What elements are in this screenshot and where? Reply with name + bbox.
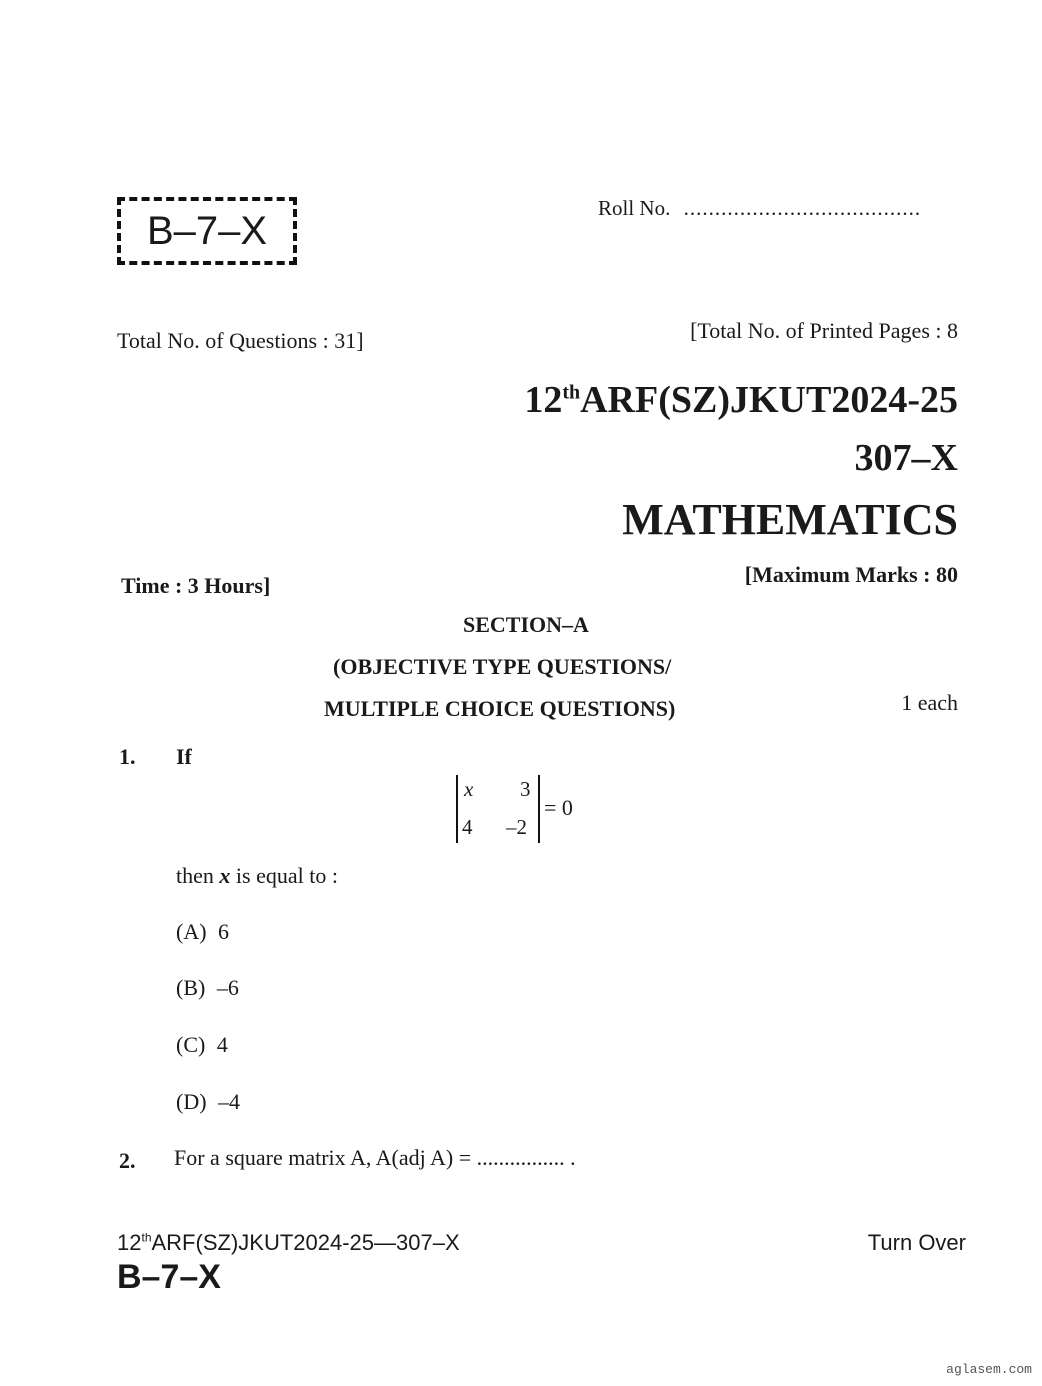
exam-code-rest: ARF(SZ)JKUT2024-25 <box>580 379 958 421</box>
option-a-label: (A) <box>176 919 207 944</box>
determinant <box>456 775 540 843</box>
section-subtitle-line2: MULTIPLE CHOICE QUESTIONS) <box>324 696 676 721</box>
option-c-label: (C) <box>176 1032 206 1057</box>
footer-exam-code <box>117 1230 460 1256</box>
option-d <box>176 1089 240 1115</box>
option-d-value: –4 <box>218 1089 241 1114</box>
question-1-stem <box>176 863 338 889</box>
footer-paper-code: B–7–X <box>117 1258 221 1296</box>
watermark: aglasem.com <box>946 1362 1032 1377</box>
exam-code-prefix: 12 <box>524 379 563 421</box>
subject-title: MATHEMATICS <box>622 495 958 544</box>
exam-code-sup: th <box>562 381 581 404</box>
time-allowed: Time : 3 Hours] <box>121 573 271 598</box>
option-c <box>176 1032 228 1058</box>
total-questions: Total No. of Questions : 31] <box>117 328 364 353</box>
paper-code-box <box>117 197 297 265</box>
roll-dots: ...................................... <box>683 196 922 220</box>
det-d: –2 <box>506 815 527 839</box>
question-1-lead: If <box>176 744 192 769</box>
option-a-value: 6 <box>218 919 230 944</box>
option-b-label: (B) <box>176 975 206 1000</box>
det-b: 3 <box>520 777 531 801</box>
stem-variable: x <box>219 863 231 888</box>
exam-code <box>524 378 958 422</box>
turn-over: Turn Over <box>867 1230 966 1255</box>
roll-label: Roll No. <box>598 196 671 220</box>
maximum-marks: [Maximum Marks : 80 <box>744 562 958 587</box>
roll-number-line <box>598 196 921 221</box>
det-equals: = 0 <box>544 795 573 820</box>
option-b-value: –6 <box>216 975 239 1000</box>
stem-post: is equal to : <box>235 863 338 888</box>
option-a <box>176 919 229 945</box>
footer-code-sup: th <box>141 1230 152 1245</box>
section-subtitle-line1: (OBJECTIVE TYPE QUESTIONS/ <box>333 654 672 679</box>
section-title: SECTION–A <box>463 612 589 637</box>
stem-pre: then <box>176 863 214 888</box>
question-2-text: For a square matrix A, A(adj A) = ................ . <box>174 1145 576 1170</box>
question-1-number: 1. <box>119 744 136 769</box>
footer-code-rest: ARF(SZ)JKUT2024-25—307–X <box>151 1230 460 1255</box>
option-b <box>176 975 239 1001</box>
option-c-value: 4 <box>216 1032 228 1057</box>
total-printed-pages: [Total No. of Printed Pages : 8 <box>690 318 958 343</box>
option-d-label: (D) <box>176 1089 207 1114</box>
det-c: 4 <box>462 815 473 839</box>
footer-code-prefix: 12 <box>117 1230 142 1255</box>
question-2-number: 2. <box>119 1148 136 1173</box>
det-a: x <box>464 777 474 801</box>
marks-each: 1 each <box>901 690 958 715</box>
subject-code: 307–X <box>854 437 958 479</box>
paper-code: B–7–X <box>146 209 268 253</box>
